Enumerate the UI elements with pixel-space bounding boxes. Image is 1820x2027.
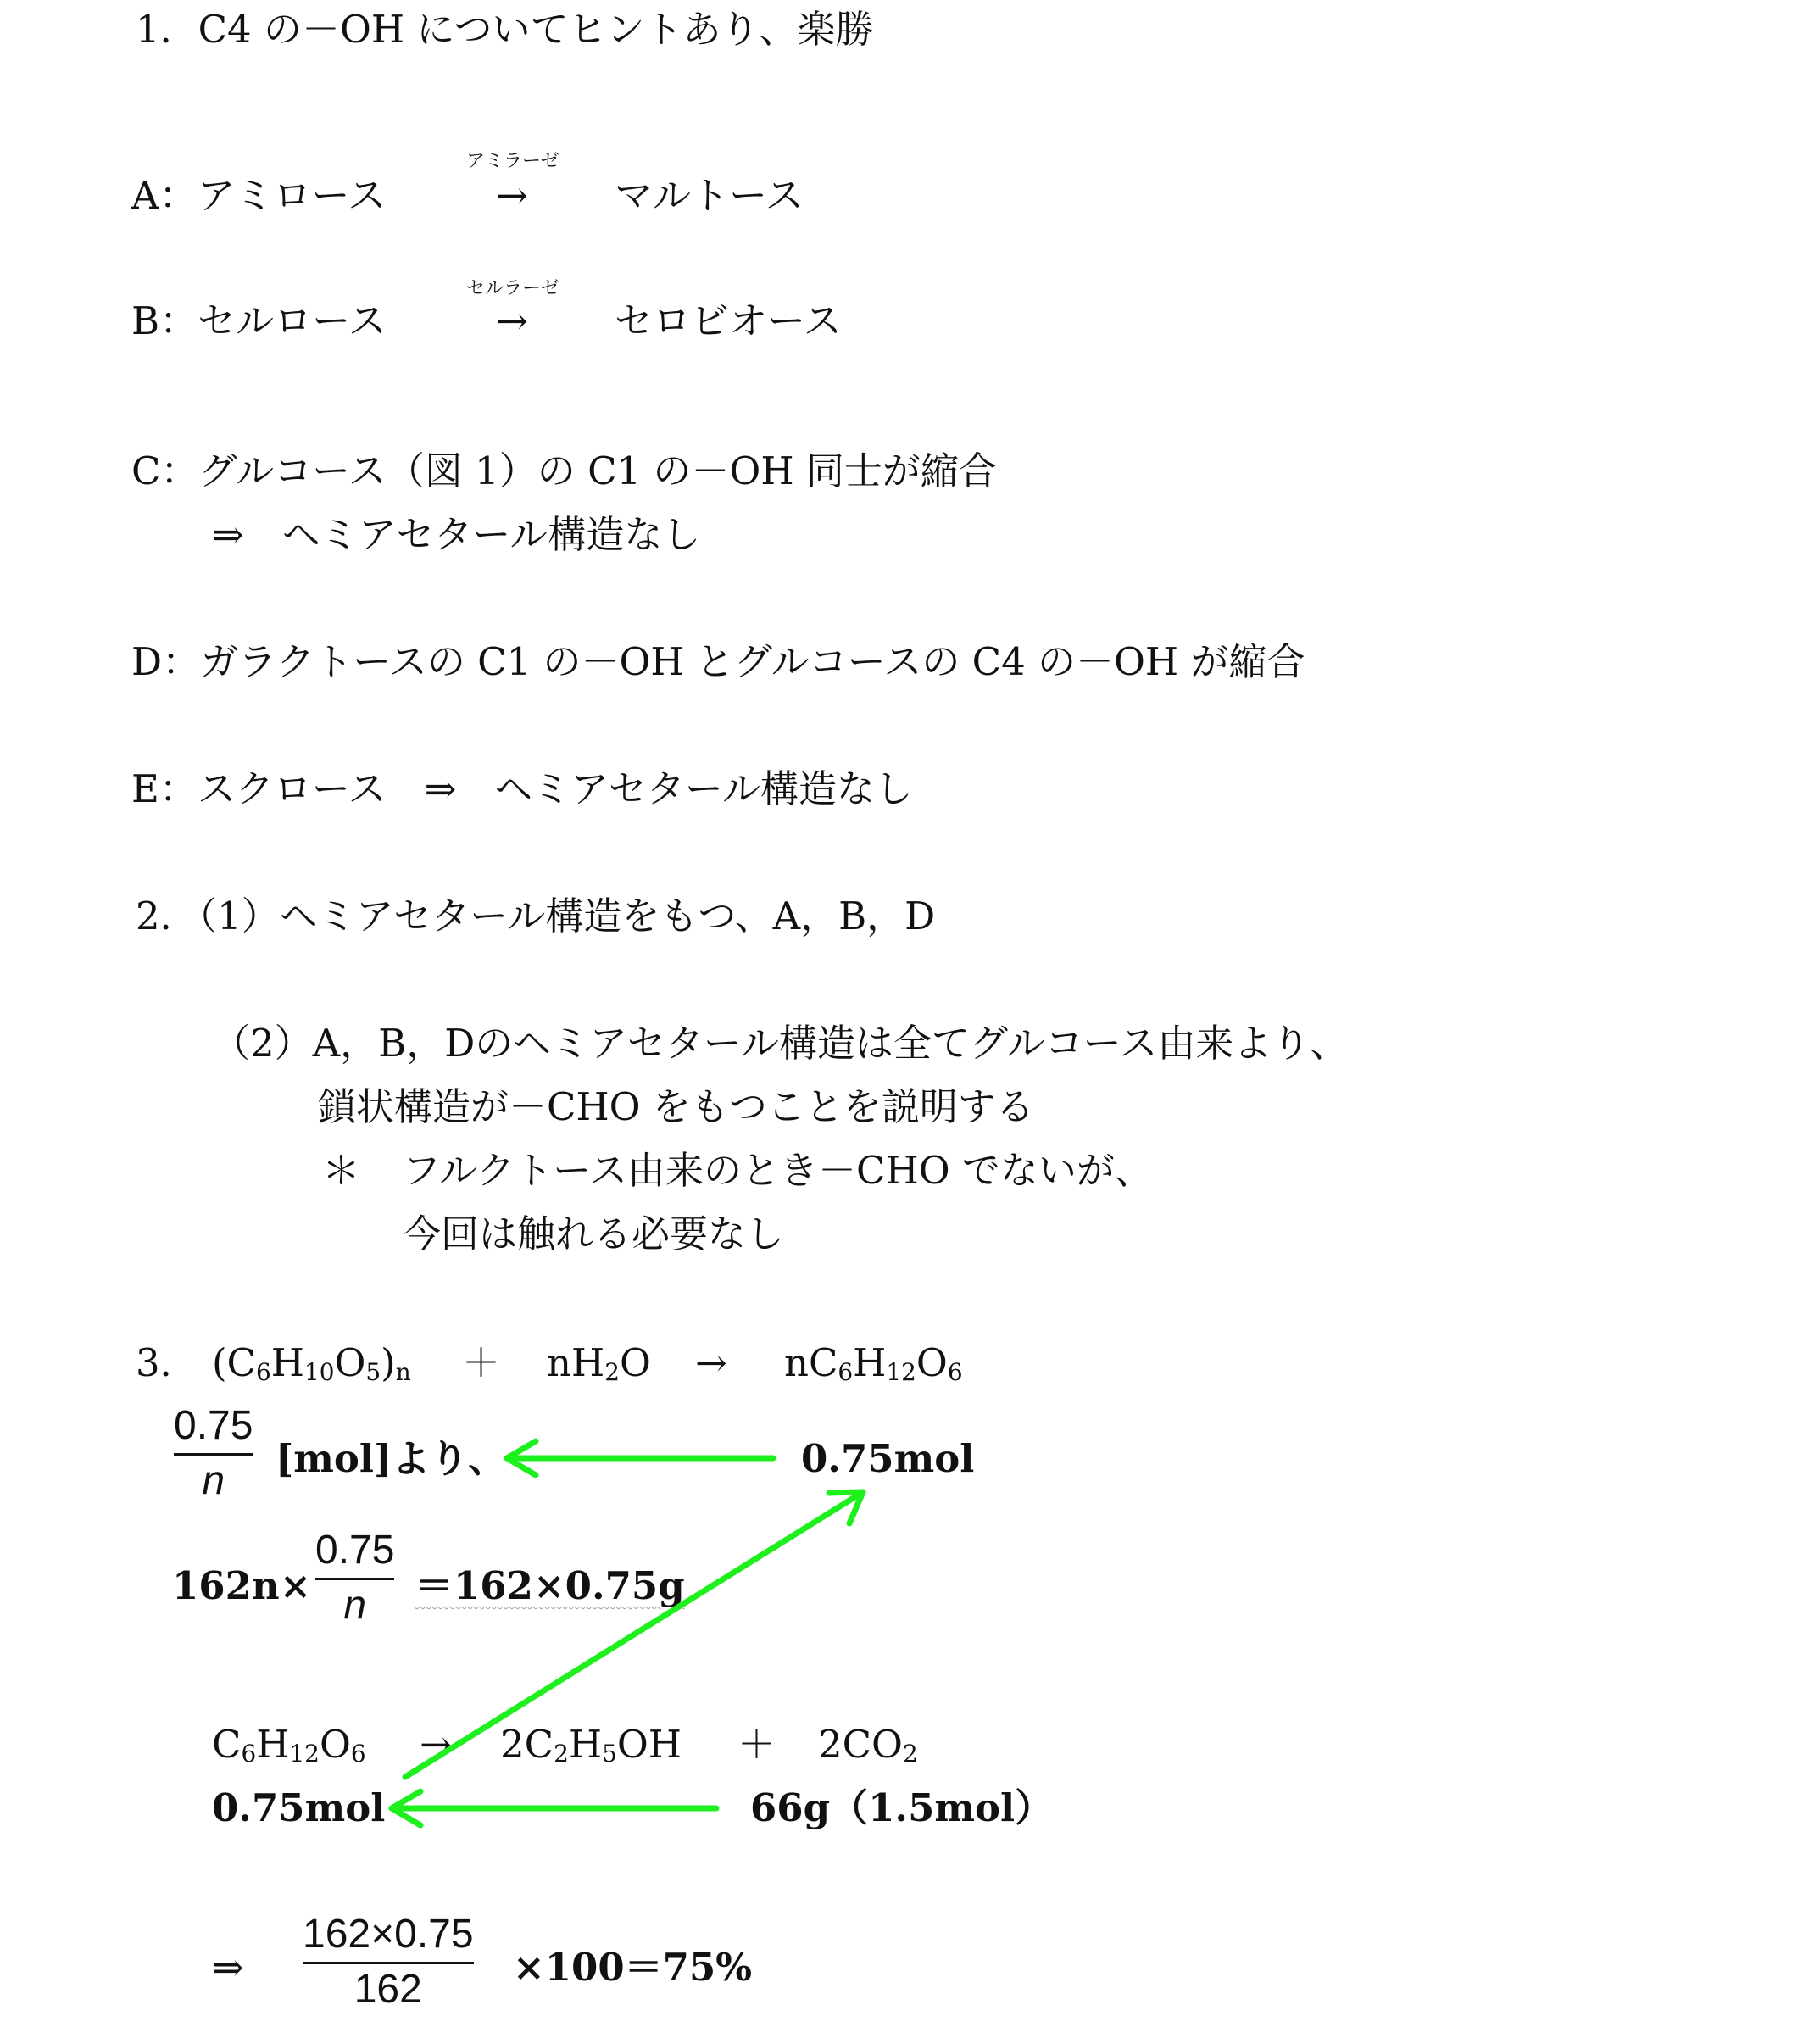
q1-c-line2: ⇒ ヘミアセタール構造なし xyxy=(212,512,701,557)
arrows-group xyxy=(392,1441,863,1825)
arrow-glucose-to-mol xyxy=(405,1492,863,1777)
q1-b-product: セロビオース xyxy=(615,298,842,343)
q2-note-mark: ＊ xyxy=(322,1148,361,1193)
q3-eq2-ethanol: $2C_2H_5OH$ xyxy=(500,1722,682,1768)
q2-part1: 2．（1）ヘミアセタール構造をもつ、A，B，D xyxy=(136,894,936,938)
q3-mol-left: 0.75mol xyxy=(212,1785,386,1830)
q1-a-label: A：アミロース xyxy=(131,173,387,218)
q3-fraction-mass-num: 0.75 xyxy=(315,1528,395,1573)
q2-part2-line2: 鎖状構造が－CHO をもつことを説明する xyxy=(318,1084,1034,1129)
q3-eq1-plus: ＋ xyxy=(462,1340,501,1385)
q3-mass-left: 162n× xyxy=(172,1563,312,1608)
q2-part2-line1: （2）A，B，Dのヘミアセタール構造は全てグルコース由来より、 xyxy=(212,1021,1349,1066)
q1-d-line1: D：ガラクトースの C1 の－OH とグルコースの C4 の－OH が縮合 xyxy=(131,639,1305,684)
q1-e-line1: E：スクロース ⇒ ヘミアセタール構造なし xyxy=(131,766,913,811)
q3-eq2-plus: ＋ xyxy=(737,1722,776,1767)
q1-b-label: B：セルロース xyxy=(131,298,387,343)
q3-co2-amount: 66g（1.5mol） xyxy=(750,1785,1054,1830)
q3-fraction-mol-den: n xyxy=(202,1458,225,1503)
q3-mol-right: 0.75mol xyxy=(801,1436,975,1481)
q3-fraction-mol-num: 0.75 xyxy=(174,1403,253,1448)
q3-final-suffix: ×100＝75% xyxy=(513,1945,753,1990)
q3-final-prefix: ⇒ xyxy=(212,1945,244,1990)
q3-mol-text: [mol]より、 xyxy=(276,1436,507,1481)
q3-eq2-reactant: $C_6H_{12}O_6$ xyxy=(212,1722,366,1768)
q1-b-arrow: → xyxy=(496,298,528,343)
q3-fraction-mass-den: n xyxy=(343,1583,367,1628)
q3-eq1-arrow: → xyxy=(695,1340,727,1385)
q2-note-line1: フルクトース由来のとき－CHO でないが、 xyxy=(403,1148,1153,1193)
q3-eq1-reactant: $(C_6H_{10}O_5)_n$ xyxy=(212,1340,411,1387)
q1-a-arrow: → xyxy=(496,173,528,218)
q3-fraction-yield-num: 162×0.75 xyxy=(303,1912,474,1957)
q3-mass-right-text: ＝162×0.75g xyxy=(415,1563,685,1608)
q3-number: 3． xyxy=(136,1340,198,1385)
q1-c-line1: C：グルコース（図 1）の C1 の－OH 同士が縮合 xyxy=(131,448,997,493)
q1-heading: 1．C4 の－OH についてヒントあり、楽勝 xyxy=(136,7,874,52)
q2-note-line2: 今回は触れる必要なし xyxy=(403,1211,785,1256)
q3-fraction-yield-den: 162 xyxy=(353,1967,422,2012)
q1-a-enzyme: アミラーゼ xyxy=(466,151,559,172)
q3-eq2-co2: $2CO_2$ xyxy=(818,1722,918,1768)
q3-eq1-product: $nC_6H_{12}O_6$ xyxy=(784,1340,963,1387)
q3-eq2-arrow: → xyxy=(420,1722,452,1767)
q3-eq1-water: $nH_2O$ xyxy=(547,1340,651,1387)
q1-a-product: マルトース xyxy=(615,173,804,218)
q1-b-enzyme: セルラーゼ xyxy=(466,278,559,299)
